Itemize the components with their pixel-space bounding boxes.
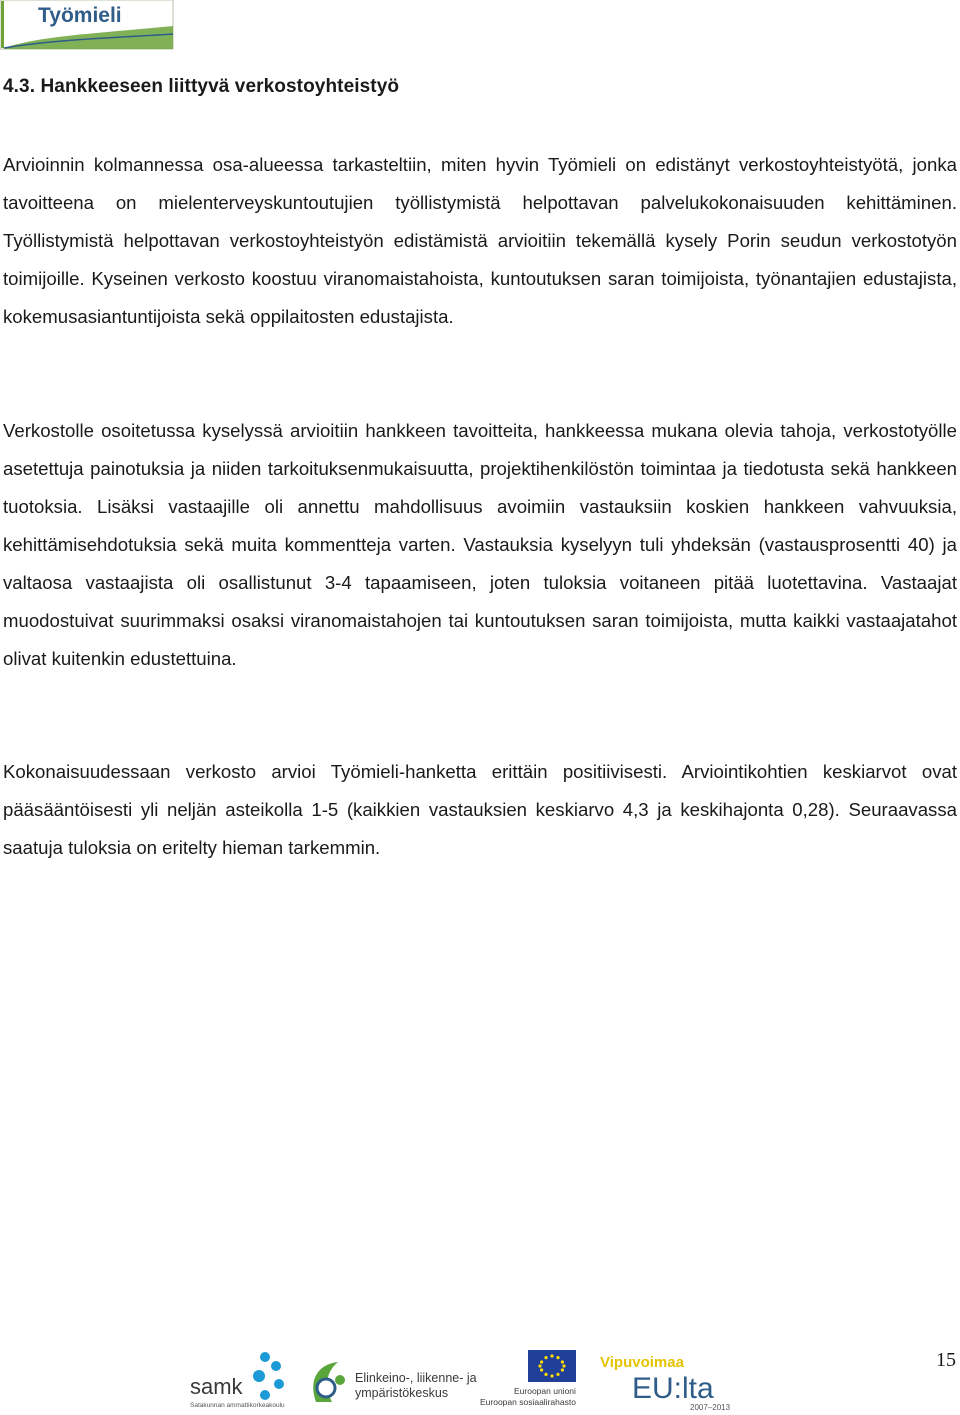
page-number: 15 — [936, 1349, 956, 1371]
ely-logo — [313, 1362, 476, 1402]
eu-line2: Euroopan sosiaalirahasto — [480, 1397, 576, 1407]
vipu-brand: EU:lta — [632, 1372, 714, 1405]
samk-subtitle: Satakunnan ammattikorkeakoulu — [190, 1402, 285, 1409]
samk-logo — [190, 1352, 285, 1409]
samk-name: samk — [190, 1374, 243, 1399]
paragraph-3: Kokonaisuudessaan verkosto arvioi Työmieli-hanketta erittäin positiivisesti. Arviointikohtien keskiarvot ovat pääsääntöisesti yli neljän asteikolla 1-5 (kaikkien vastauksien keskiarvo 4,3 ja keskihajonta 0,28). Seuraavassa saatuja tuloksia on eritelty hieman tarkemmin. — [3, 761, 957, 858]
vipu-years: 2007–2013 — [690, 1403, 731, 1412]
eu-flag-logo — [480, 1350, 576, 1407]
tyomieli-logo — [0, 0, 175, 50]
logo-text: Työmieli — [38, 4, 122, 27]
paragraph-1: Arvioinnin kolmannessa osa-alueessa tarkasteltiin, miten hyvin Työmieli on edistänyt verkostoyhteistyötä, jonka tavoitteena on mielenterveyskuntoutujien työllistymistä helpottavan palvelukokonaisuuden kehittäminen. Työllistymistä helpottavan verkostoyhteistyön edistämistä arvioitiin tekemällä kysely Porin seudun verkostotyön toimijoille. Kyseinen verkosto koostuu viranomaistahoista, kuntoutuksen saran toimijoista, työnantajien edustajista, kokemusasiantuntijoista sekä oppilaitosten edustajista. — [3, 154, 957, 327]
section-heading: 4.3. Hankkeeseen liittyvä verkostoyhteistyö — [3, 76, 400, 97]
paragraph-2: Verkostolle osoitetussa kyselyssä arvioitiin hankkeen tavoitteita, hankkeessa mukana olevia tahoja, verkostotyölle asetettuja painotuksia ja niiden tarkoituksenmukaisuutta, projektihenkilöstön toimintaa ja tiedotusta sekä hankkeen tuotoksia. Lisäksi vastaajille oli annettu mahdollisuus avoimiin vastauksiin koskien hankkeen vahvuuksia, kehittämisehdotuksia sekä muita kommentteja varten. Vastauksia kyselyyn tuli yhdeksän (vastausprosentti 40) ja valtaosa vastaajista oli osallistunut 3-4 tapaamiseen, joten tuloksia voitaneen pitää luotettavina. Vastaajat muodostuivat suurimmaksi osaksi viranomaistahojen tai kuntoutuksen saran toimijoista, mutta kaikki vastaajatahot olivat kuitenkin edustettuina. — [3, 420, 957, 669]
vipu-title: Vipuvoimaa — [600, 1354, 684, 1371]
eu-line1: Euroopan unioni — [514, 1386, 576, 1396]
ely-line1: Elinkeino-, liikenne- ja — [355, 1371, 477, 1385]
vipuvoimaa-logo — [600, 1354, 731, 1412]
footer-logos — [0, 1340, 960, 1415]
ely-line2: ympäristökeskus — [355, 1386, 449, 1400]
